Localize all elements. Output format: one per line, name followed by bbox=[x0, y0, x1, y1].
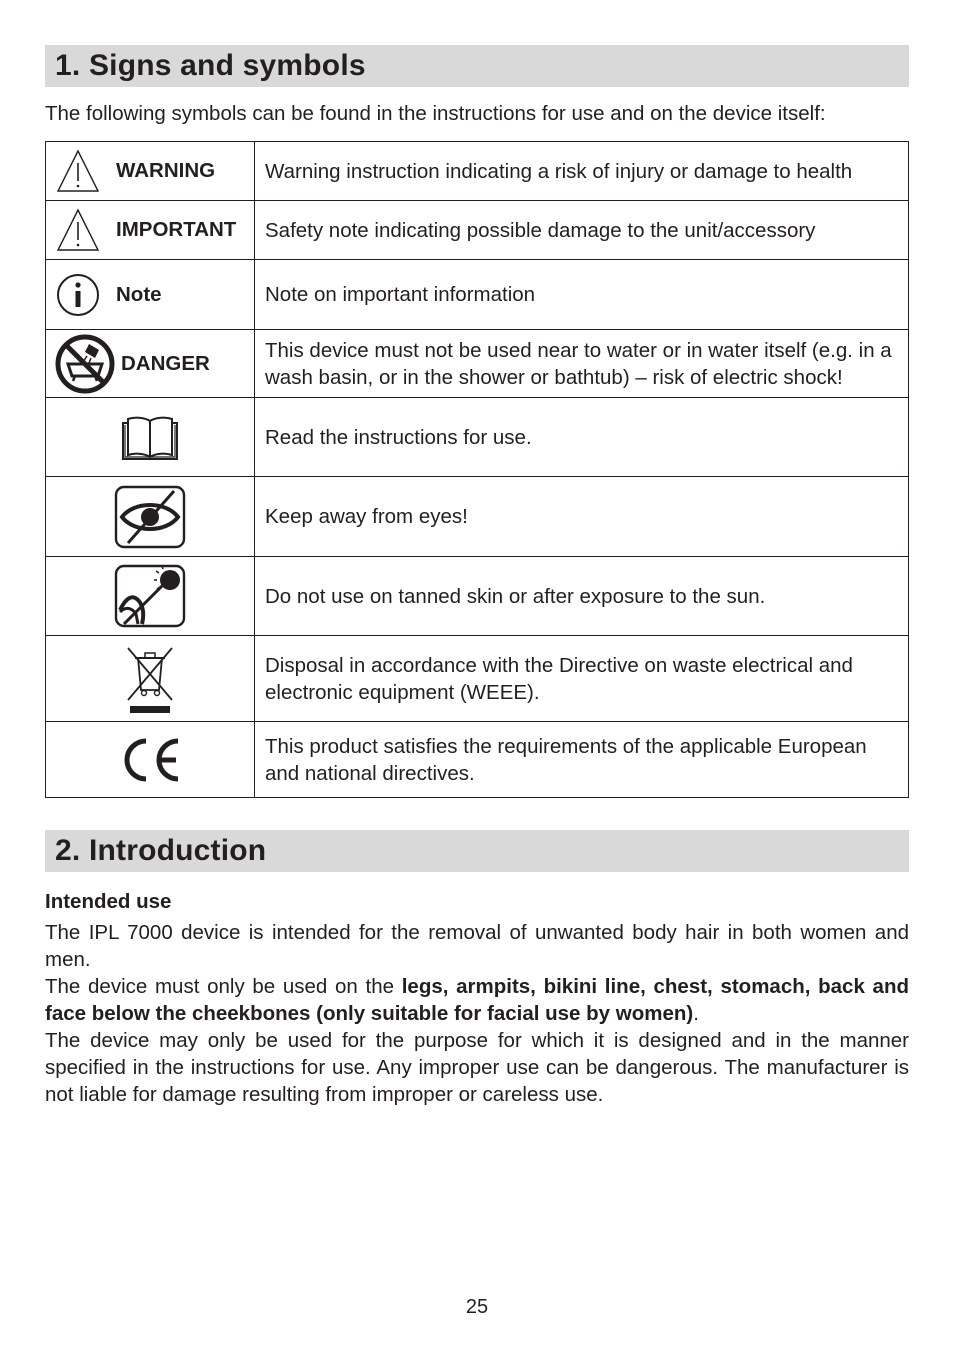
page-number: 25 bbox=[465, 1296, 489, 1318]
introduction-section bbox=[45, 830, 909, 1108]
table-row bbox=[46, 330, 909, 398]
usage-areas-bold: legs, armpits, bikini line, chest, stomach, back and face below the cheekbones (only suitable for facial use by women) bbox=[45, 975, 909, 1025]
weee-crossed-bin-icon bbox=[122, 644, 178, 714]
symbol-cell bbox=[46, 636, 255, 722]
table-row bbox=[46, 477, 909, 557]
symbol-description: Disposal in accordance with the Directive on waste electrical and electronic equipment (WEEE). bbox=[255, 636, 909, 722]
ce-mark-icon bbox=[116, 735, 184, 785]
symbol-cell bbox=[46, 260, 255, 330]
symbol-description: Warning instruction indicating a risk of injury or damage to health bbox=[255, 142, 909, 201]
important-triangle-icon bbox=[56, 208, 100, 252]
table-row bbox=[46, 722, 909, 798]
symbol-cell bbox=[46, 477, 255, 557]
table-row bbox=[46, 142, 909, 201]
symbols-table bbox=[45, 141, 909, 798]
table-row bbox=[46, 557, 909, 636]
no-water-bathtub-icon bbox=[55, 334, 115, 394]
symbol-cell bbox=[46, 142, 255, 201]
intended-use-heading: Intended use bbox=[45, 890, 172, 913]
page-content bbox=[45, 45, 909, 798]
intended-use-paragraph: The IPL 7000 device is intended for the removal of unwanted body hair in both women and men. bbox=[45, 921, 909, 971]
section-title: 2. Introduction bbox=[55, 834, 267, 867]
section-header-introduction bbox=[45, 830, 909, 872]
symbol-description: Do not use on tanned skin or after exposure to the sun. bbox=[255, 557, 909, 636]
table-row bbox=[46, 201, 909, 260]
symbol-description: Note on important information bbox=[255, 260, 909, 330]
sun-tanning-icon bbox=[114, 564, 186, 628]
symbol-cell bbox=[46, 330, 255, 398]
warning-triangle-icon bbox=[56, 149, 100, 193]
symbol-label: IMPORTANT bbox=[116, 218, 237, 241]
symbol-description: Keep away from eyes! bbox=[255, 477, 909, 557]
symbol-description: This device must not be used near to water or in water itself (e.g. in a wash basin, or in the shower or bathtub) – risk of electric shock! bbox=[255, 330, 909, 398]
section-header-signs-and-symbols bbox=[45, 45, 909, 87]
symbol-description: Safety note indicating possible damage to the unit/accessory bbox=[255, 201, 909, 260]
table-row bbox=[46, 398, 909, 477]
symbol-label: Note bbox=[116, 282, 162, 306]
symbol-cell bbox=[46, 722, 255, 798]
table-row bbox=[46, 636, 909, 722]
symbol-label: DANGER bbox=[121, 351, 210, 375]
symbol-description: This product satisfies the requirements of the applicable European and national directives. bbox=[255, 722, 909, 798]
liability-paragraph: The device may only be used for the purpose for which it is designed and in the manner specified in the instructions for use. Any improper use can be dangerous. The manufacturer is not liable for damage resulting from improper or careless use. bbox=[45, 1029, 909, 1106]
symbols-intro-text: The following symbols can be found in the instructions for use and on the device itself: bbox=[45, 102, 826, 125]
crossed-eye-icon bbox=[114, 485, 186, 549]
section-title: 1. Signs and symbols bbox=[55, 49, 366, 82]
symbol-description: Read the instructions for use. bbox=[255, 398, 909, 477]
symbol-cell bbox=[46, 398, 255, 477]
usage-areas-prefix: The device must only be used on the bbox=[45, 975, 402, 998]
usage-areas-suffix: . bbox=[693, 1002, 699, 1025]
usage-areas-paragraph bbox=[45, 973, 909, 1027]
open-book-icon bbox=[120, 413, 180, 461]
symbol-cell bbox=[46, 557, 255, 636]
symbol-label: WARNING bbox=[116, 159, 216, 182]
info-icon bbox=[56, 273, 100, 317]
table-row bbox=[46, 260, 909, 330]
symbol-cell bbox=[46, 201, 255, 260]
